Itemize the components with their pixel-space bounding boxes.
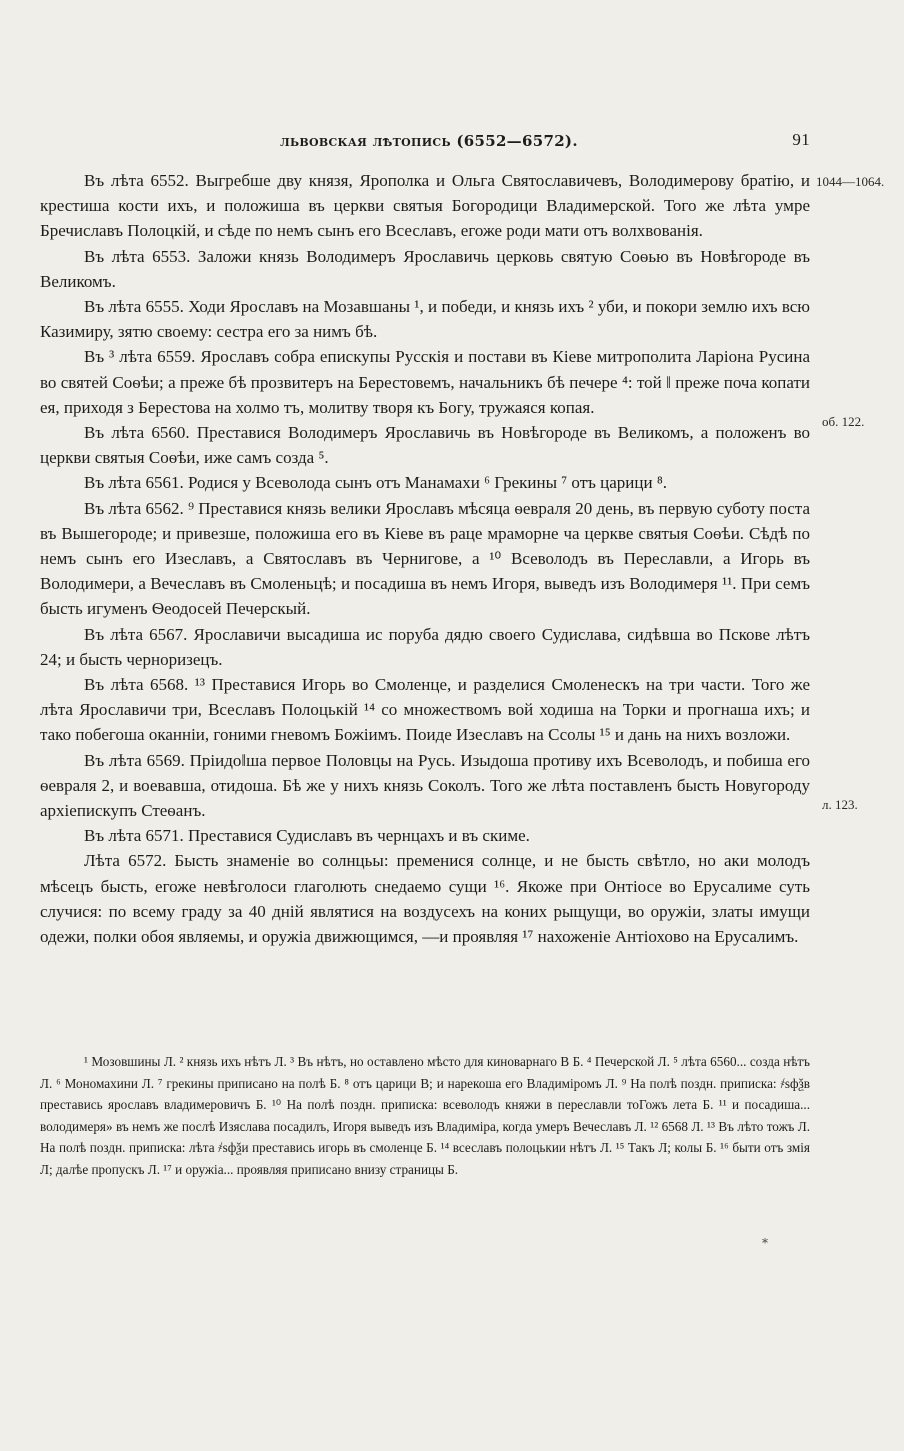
paragraph-6568: Въ лѣта 6568. ¹³ Преставися Игорь во Смоленце, и разделися Смоленескъ на три части. Того же лѣта Ярославичи три, Всеславъ Полоцькій ¹⁴ со множествомъ вой ходиша на Торки и прогнаша ихъ; и тако побегоша оканніи, гоними гневомъ Божіимъ. Поиде Изеславъ на Ссолы ¹⁵ и дань на нихъ возложи. bbox=[40, 675, 810, 745]
paragraph-6555: Въ лѣта 6555. Ходи Ярославъ на Мозавшаны ¹, и победи, и князь ихъ ² уби, и покори землю ихъ всю Казимиру, зятю своему: сестра его за нимъ бѣ. bbox=[40, 297, 810, 342]
footnotes bbox=[40, 1051, 810, 1181]
margin-folio-122: об. 122. bbox=[822, 414, 865, 429]
paragraph-6567: Въ лѣта 6567. Ярославичи высадиша ис поруба дядю своего Судислава, сидѣвша во Пскове лѣтъ 24; и бысть черноризецъ. bbox=[40, 624, 810, 669]
paragraph-6562: Въ лѣта 6562. ⁹ Преставися князь велики Ярославъ мѣсяца ѳевраля 20 день, въ первую суботу поста въ Вышегороде; и привезше, положиша его въ Кіеве въ раце мраморне ча церкве святыя Соѳѣи. Сѣдѣ по немъ сынъ его Изеславъ, а Святославъ въ Чернигове, а ¹⁰ Всеволодъ въ Переславли, а Игорь въ Володимери, а Вечеславъ въ Смоленьцѣ; и посадиша въ немъ Игоря, выведъ изъ Володимеря ¹¹. При семъ бысть игуменъ Ѳеодосей Печерскый. bbox=[40, 498, 810, 619]
paragraph-6569: Въ лѣта 6569. Пріидо‖ша первое Половцы на Русь. Изыдоша противу ихъ Всеволодъ, и побиша его ѳевраля 2, и воевавша, отидоша. Бѣ же у нихъ князь Соколъ. Того же лѣта поставленъ бысть Новугороду архіепискупъ Стеѳанъ. bbox=[40, 750, 810, 821]
chronicle-text bbox=[40, 168, 810, 949]
footnote-block: ¹ Мозовшины Л. ² князь ихъ нѣтъ Л. ³ Въ нѣтъ, но оставлено мѣсто для киноварнаго В Б. ⁴ Печерской Л. ⁵ лѣта 6560... созда нѣтъ Л. ⁶ Мономахини Л. ⁷ грекины приписано на полѣ Б. ⁸ отъ царици В; и нарекоша его Владиміромъ Л. ⁹ На полѣ поздн. приписка: ҂ѕфѯв преставись ярославъ владимеровичъ Б. ¹⁰ На полѣ поздн. приписка: всеволодъ княжи в переславли тоГожъ лета Б. ¹¹ и посадиша... володимеря» въ немъ же послѣ Изяслава посадилъ, Игоря выведъ изъ Владиміра, когда умеръ Вечеславъ Л. ¹² 6568 Л. ¹³ Въ лѣто тожъ Л. На полѣ поздн. приписка: лѣта ҂ѕфѯи преставись игорь въ смоленце Б. ¹⁴ всеславъ полоцькии нѣтъ Л. ¹⁵ Такъ Л; колы Б. ¹⁶ быти отъ змія Л; далѣе пропускъ Л. ¹⁷ и оружіа... проявляя приписано внизу страницы Б. bbox=[40, 1054, 810, 1177]
running-title: львовская лѣтопись (6552—6572). bbox=[280, 132, 578, 150]
paragraph-6553: Въ лѣта 6553. Заложи князь Володимеръ Ярославичь церковь святую Соѳью въ Новѣгороде въ Великомъ. bbox=[40, 246, 810, 291]
paragraph-6561: Въ лѣта 6561. Родися у Всеволода сынъ отъ Манамахи ⁶ Грекины ⁷ отъ царици ⁸. bbox=[84, 473, 668, 493]
paragraph-6560: Въ лѣта 6560. Преставися Володимеръ Ярославичь въ Новѣгороде въ Великомъ, а положенъ во церкви святыя Соѳѣи, иже самъ созда ⁵. bbox=[40, 423, 810, 468]
printer-mark: * bbox=[762, 1236, 768, 1250]
margin-years: 1044—1064. bbox=[816, 174, 885, 189]
paragraph-6552: Въ лѣта 6552. Выгребше дву князя, Ярополка и Ольга Святославичевъ, Володимерову братію, и крестиша кости ихъ, и положиша въ церкви святыя Богородици Владимерской. Того же лѣта умре Бречиславъ Полоцкій, и сѣде по немъ сынъ его Всеславъ, егоже роди мати отъ волхвованія. bbox=[40, 171, 810, 241]
page-number: 91 bbox=[792, 130, 810, 149]
paragraph-6559: Въ ³ лѣта 6559. Ярославъ собра епискупы Русскія и постави въ Кіеве митрополита Ларіона Русина во святей Соѳѣи; а преже бѣ прозвитеръ на Берестовемъ, начальникъ бѣ печере ⁴: той ‖ преже поча копати ея, приходя з Берестова на холмо тъ, молитву творя къ Богу, тружаяся копая. bbox=[40, 347, 810, 417]
paragraph-6572: Лѣта 6572. Бысть знаменіе во солнцьы: пременися солнце, и не бысть свѣтло, но аки молодъ мѣсецъ бысть, егоже невѣголоси глаголють снедаемо сущи ¹⁶. Якоже при Онтіосе во Ерусалиме суть случися: по всему граду за 40 дній являтися на воздусехъ на коних рыщущи, во оружіи, златы имущи одежи, полки обоя являемы, и оружіа движющимся, —и проявляя ¹⁷ нахоженіе Антіохово на Ерусалимъ. bbox=[40, 851, 810, 947]
paragraph-6571: Въ лѣта 6571. Преставися Судиславъ въ чернцахъ и въ скиме. bbox=[84, 826, 530, 846]
margin-folio-123: л. 123. bbox=[822, 797, 858, 812]
